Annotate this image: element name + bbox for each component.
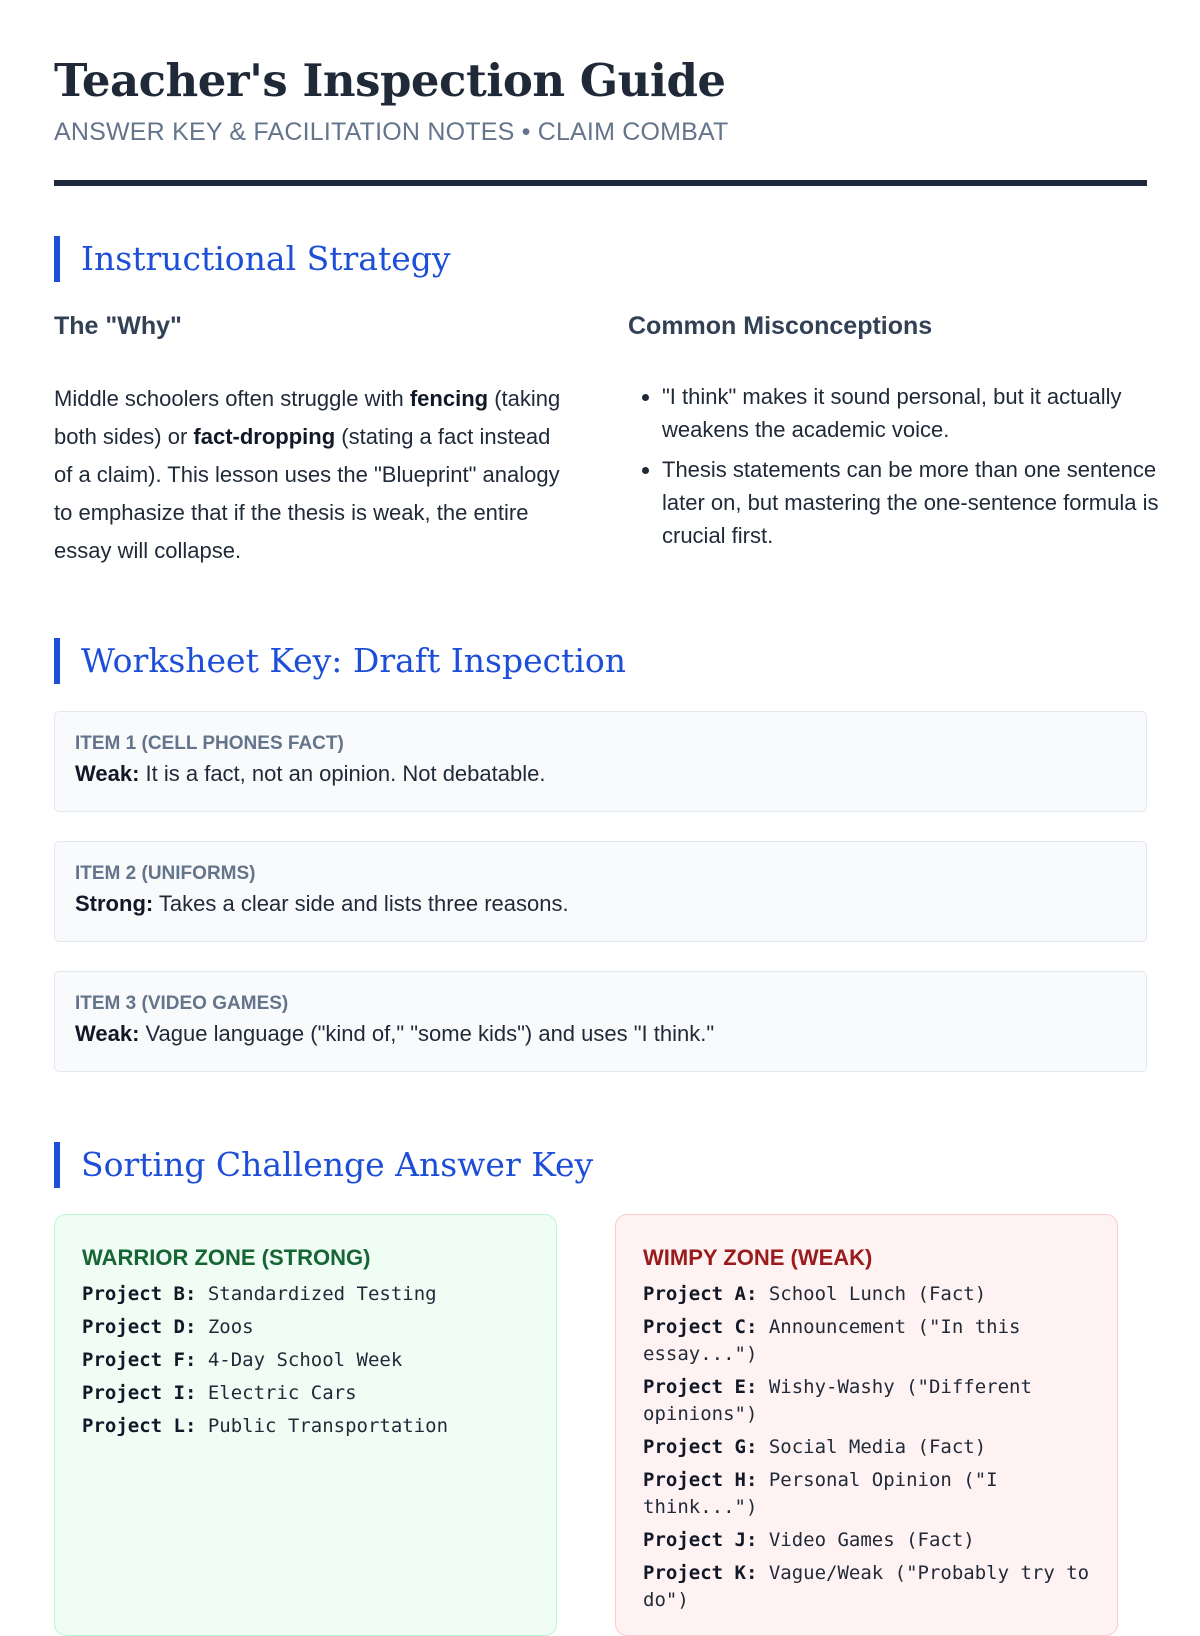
zone-project-item: [643, 1527, 1098, 1554]
strong-zone-title: WARRIOR ZONE (STRONG): [82, 1245, 371, 1270]
why-term-fencing: fencing: [409, 386, 489, 411]
zone-project-item: [82, 1347, 537, 1374]
strong-zone-list: [82, 1281, 537, 1440]
misconception-item: • Thesis statements can be more than one sentence later on, but mastering the one-sentence formula is crucial first.: [662, 453, 1162, 552]
zone-project-item: [82, 1380, 537, 1407]
project-desc: Zoos: [196, 1316, 254, 1338]
project-desc: Wishy-Washy ("Different opinions"): [643, 1376, 1032, 1425]
page-title: Teacher's Inspection Guide: [54, 54, 726, 107]
misconceptions-heading: Common Misconceptions: [628, 312, 933, 340]
project-desc: Personal Opinion ("I think..."): [643, 1469, 998, 1518]
project-id: Project I:: [82, 1382, 197, 1404]
key-item-explanation: Takes a clear side and lists three reasons.: [153, 891, 569, 916]
why-term-fact-dropping: fact-dropping: [193, 424, 336, 449]
key-item-verdict: Weak:: [75, 761, 140, 786]
why-text-part: (stating a fact instead of a claim). This lesson uses the "Blueprint" analogy to emphasize that if the thesis is weak, the entire essay will collapse.: [54, 424, 560, 563]
weak-zone-title: WIMPY ZONE (WEAK): [643, 1245, 873, 1270]
project-id: Project J:: [643, 1529, 758, 1551]
key-item-explanation: Vague language ("kind of," "some kids") and uses "I think.": [139, 1021, 715, 1046]
why-heading: The "Why": [54, 312, 182, 340]
worksheet-key-item: [54, 711, 1147, 812]
why-text-part: (taking both sides) or: [54, 386, 561, 449]
project-id: Project H:: [643, 1469, 758, 1491]
misconceptions-list: [628, 380, 1162, 559]
zone-project-item: [82, 1281, 537, 1308]
project-id: Project F:: [82, 1349, 197, 1371]
key-item-verdict: Weak:: [75, 1021, 140, 1046]
zone-project-item: [643, 1434, 1098, 1461]
key-item-verdict: Strong:: [75, 891, 154, 916]
section-heading-strategy: Instructional Strategy: [54, 236, 451, 282]
project-id: Project B:: [82, 1283, 197, 1305]
key-item-label: ITEM 2 (UNIFORMS): [75, 863, 256, 884]
zone-project-item: [82, 1314, 537, 1341]
zone-project-item: [643, 1560, 1098, 1614]
key-item-body: [75, 887, 1126, 921]
project-id: Project K:: [643, 1562, 758, 1584]
project-desc: 4-Day School Week: [196, 1349, 403, 1371]
zone-project-item: [643, 1374, 1098, 1428]
key-item-explanation: It is a fact, not an opinion. Not debatable.: [139, 761, 546, 786]
project-desc: Social Media (Fact): [757, 1436, 987, 1458]
key-item-label: ITEM 1 (CELL PHONES FACT): [75, 733, 344, 754]
section-heading-sorting-key: Sorting Challenge Answer Key: [54, 1142, 593, 1188]
project-id: Project G:: [643, 1436, 758, 1458]
key-item-body: [75, 757, 1126, 791]
zone-project-item: [643, 1281, 1098, 1308]
project-id: Project E:: [643, 1376, 758, 1398]
project-id: Project C:: [643, 1316, 758, 1338]
why-paragraph: [54, 380, 574, 570]
project-id: Project A:: [643, 1283, 758, 1305]
section-heading-worksheet-key: Worksheet Key: Draft Inspection: [54, 638, 626, 684]
zone-project-item: [643, 1314, 1098, 1368]
project-desc: School Lunch (Fact): [757, 1283, 987, 1305]
misconception-item: • "I think" makes it sound personal, but it actually weakens the academic voice.: [662, 380, 1162, 446]
project-desc: Announcement ("In this essay..."): [643, 1316, 1021, 1365]
page-subtitle: ANSWER KEY & FACILITATION NOTES • CLAIM COMBAT: [54, 118, 729, 146]
zone-project-item: [82, 1413, 537, 1440]
title-divider: [54, 180, 1147, 186]
worksheet-key-item: [54, 971, 1147, 1072]
zone-project-item: [643, 1467, 1098, 1521]
worksheet-key-item: [54, 841, 1147, 942]
why-text-part: Middle schoolers often struggle with: [54, 386, 410, 411]
project-desc: Electric Cars: [196, 1382, 357, 1404]
project-id: Project L:: [82, 1415, 197, 1437]
key-item-label: ITEM 3 (VIDEO GAMES): [75, 993, 289, 1014]
project-desc: Vague/Weak ("Probably try to do"): [643, 1562, 1090, 1611]
weak-zone-panel: [615, 1214, 1118, 1636]
project-desc: Standardized Testing: [196, 1283, 437, 1305]
weak-zone-list: [643, 1281, 1098, 1614]
key-item-body: [75, 1017, 1126, 1051]
project-id: Project D:: [82, 1316, 197, 1338]
project-desc: Video Games (Fact): [757, 1529, 975, 1551]
strong-zone-panel: [54, 1214, 557, 1636]
project-desc: Public Transportation: [196, 1415, 449, 1437]
